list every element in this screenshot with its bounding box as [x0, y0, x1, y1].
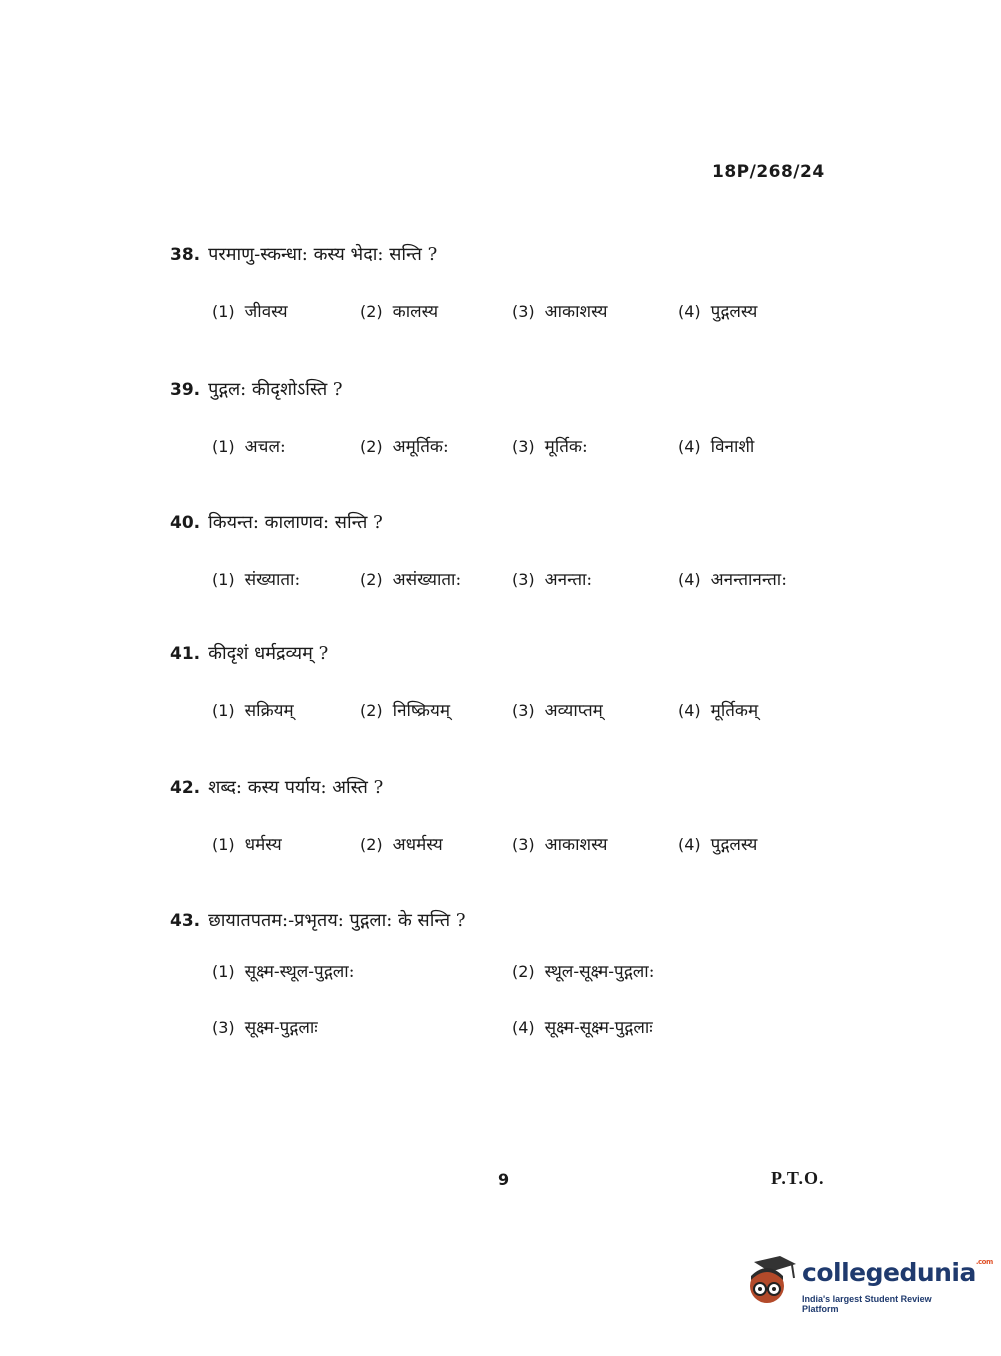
- answer-option[interactable]: [512, 959, 654, 982]
- option-text: अमूर्तिक:: [392, 437, 449, 457]
- options-group: [170, 832, 870, 862]
- option-text: सक्रियम्: [244, 701, 294, 721]
- option-number: (1): [212, 570, 235, 589]
- option-number: (2): [512, 962, 535, 981]
- option-text: मूर्तिकम्: [710, 701, 759, 721]
- answer-option[interactable]: [360, 299, 438, 322]
- answer-option[interactable]: [678, 434, 754, 457]
- logo-wordmark: collegedunia$^{.com}$: [802, 1258, 993, 1287]
- options-group: [170, 434, 870, 464]
- option-number: (1): [212, 835, 235, 854]
- option-number: (3): [512, 701, 535, 720]
- answer-option[interactable]: [212, 1015, 318, 1038]
- question-text-line: [170, 774, 870, 802]
- question-text: शब्द: कस्य पर्याय: अस्ति ?: [208, 777, 384, 798]
- option-number: (2): [360, 302, 383, 321]
- answer-option[interactable]: [512, 567, 592, 590]
- option-number: (3): [512, 437, 535, 456]
- option-text: असंख्याता:: [392, 570, 462, 590]
- option-number: (4): [678, 835, 701, 854]
- question-number: 39.: [170, 380, 201, 400]
- option-number: (4): [678, 701, 701, 720]
- option-text: सूक्ष्म-स्थूल-पुद्गला:: [244, 962, 355, 982]
- question-text: कियन्त: कालाणव: सन्ति ?: [208, 512, 383, 533]
- option-text: अनन्तानन्ता:: [710, 570, 787, 590]
- answer-option[interactable]: [360, 698, 450, 721]
- answer-option[interactable]: [678, 299, 757, 322]
- logo-mascot-icon: [740, 1252, 798, 1310]
- question-text: कीदृशं धर्मद्रव्यम् ?: [208, 643, 329, 664]
- option-text: धर्मस्य: [244, 835, 282, 855]
- answer-option[interactable]: [360, 832, 443, 855]
- option-text: मूर्तिक:: [544, 437, 588, 457]
- question-item: [170, 774, 870, 862]
- answer-option[interactable]: [212, 832, 282, 855]
- logo-tagline: India's largest Student Review Platform: [802, 1294, 932, 1314]
- answer-option[interactable]: [678, 567, 787, 590]
- question-item: [170, 640, 870, 728]
- option-text: अचल:: [244, 437, 286, 457]
- option-number: (3): [512, 302, 535, 321]
- option-number: (3): [512, 835, 535, 854]
- option-number: (1): [212, 962, 235, 981]
- please-turn-over: P.T.O.: [771, 1168, 825, 1188]
- question-text: पुद्गल: कीदृशोऽस्ति ?: [208, 379, 343, 400]
- answer-option[interactable]: [212, 299, 288, 322]
- option-text: अव्याप्तम्: [544, 701, 603, 721]
- option-text: अधर्मस्य: [392, 835, 443, 855]
- option-text: जीवस्य: [244, 302, 288, 322]
- option-number: (1): [212, 701, 235, 720]
- answer-option[interactable]: [678, 832, 757, 855]
- option-number: (4): [678, 570, 701, 589]
- option-text: सूक्ष्म-सूक्ष्म-पुद्गलाः: [544, 1018, 653, 1038]
- answer-option[interactable]: [212, 959, 354, 982]
- answer-option[interactable]: [360, 434, 449, 457]
- option-number: (2): [360, 701, 383, 720]
- question-text-line: [170, 509, 870, 537]
- answer-option[interactable]: [678, 698, 758, 721]
- question-item: [170, 241, 870, 329]
- answer-option[interactable]: [212, 434, 286, 457]
- options-group: [170, 567, 870, 597]
- option-number: (2): [360, 835, 383, 854]
- option-number: (4): [512, 1018, 535, 1037]
- option-text: संख्याता:: [244, 570, 301, 590]
- answer-option[interactable]: [512, 434, 588, 457]
- answer-option[interactable]: [512, 698, 603, 721]
- question-text: छायातपतम:-प्रभृतय: पुद्गला: के सन्ति ?: [208, 910, 466, 931]
- option-number: (3): [512, 570, 535, 589]
- question-text-line: [170, 241, 870, 269]
- options-group: [170, 959, 870, 1038]
- option-number: (2): [360, 570, 383, 589]
- answer-option[interactable]: [512, 832, 608, 855]
- question-text-line: [170, 640, 870, 668]
- option-text: निष्क्रियम्: [392, 701, 450, 721]
- options-group: [170, 299, 870, 329]
- answer-option[interactable]: [360, 567, 461, 590]
- collegedunia-logo[interactable]: [740, 1252, 993, 1314]
- question-item: [170, 509, 870, 597]
- option-text: कालस्य: [392, 302, 439, 322]
- option-number: (1): [212, 302, 235, 321]
- option-text: आकाशस्य: [544, 835, 608, 855]
- options-group: [170, 698, 870, 728]
- answer-option[interactable]: [512, 299, 608, 322]
- paper-code: 18P/268/24: [712, 162, 825, 182]
- question-number: 43.: [170, 911, 201, 931]
- option-text: आकाशस्य: [544, 302, 608, 322]
- question-number: 38.: [170, 245, 201, 265]
- question-number: 42.: [170, 778, 201, 798]
- question-text-line: [170, 376, 870, 404]
- question-text: परमाणु-स्कन्धा: कस्य भेदा: सन्ति ?: [208, 244, 438, 265]
- option-text: विनाशी: [710, 437, 755, 457]
- question-number: 41.: [170, 644, 201, 664]
- answer-option[interactable]: [512, 1015, 653, 1038]
- page-number: 9: [498, 1170, 510, 1189]
- answer-option[interactable]: [212, 567, 300, 590]
- answer-option[interactable]: [212, 698, 294, 721]
- option-number: (4): [678, 302, 701, 321]
- option-number: (2): [360, 437, 383, 456]
- option-text: पुद्गलस्य: [710, 302, 758, 322]
- option-text: अनन्ता:: [544, 570, 593, 590]
- option-text: स्थूल-सूक्ष्म-पुद्गला:: [544, 962, 655, 982]
- option-number: (1): [212, 437, 235, 456]
- option-text: पुद्गलस्य: [710, 835, 758, 855]
- question-item: [170, 907, 870, 1038]
- question-number: 40.: [170, 513, 201, 533]
- option-text: सूक्ष्म-पुद्गलाः: [244, 1018, 318, 1038]
- question-text-line: [170, 907, 870, 935]
- option-number: (3): [212, 1018, 235, 1037]
- question-item: [170, 376, 870, 464]
- option-number: (4): [678, 437, 701, 456]
